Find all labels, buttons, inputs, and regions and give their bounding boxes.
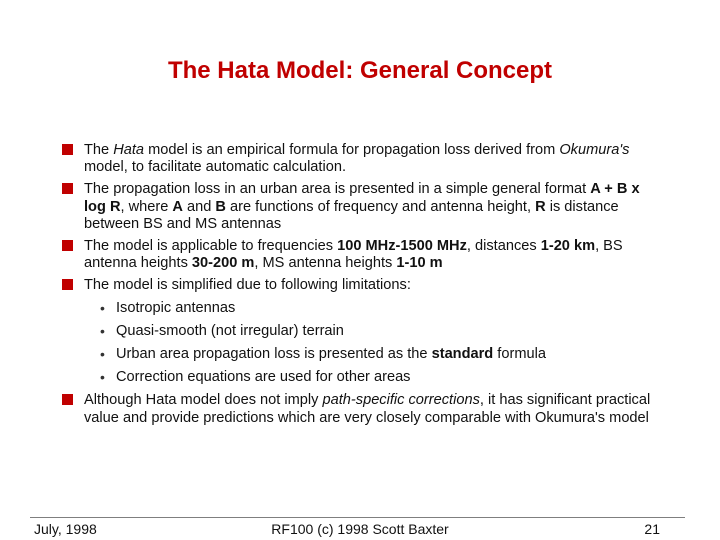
sub-bullet-item bbox=[62, 323, 662, 340]
bullet-text bbox=[84, 238, 623, 271]
bullet-item bbox=[62, 392, 662, 426]
text-run: is distance between BS and MS antennas bbox=[84, 198, 619, 232]
square-bullet-icon bbox=[62, 279, 73, 290]
footer-course: RF100 (c) 1998 Scott Baxter bbox=[271, 521, 449, 537]
text-run: Although Hata model does not imply bbox=[84, 392, 323, 409]
sub-bullet-text bbox=[116, 323, 344, 339]
text-run: Hata bbox=[113, 142, 145, 158]
text-run: model, to facilitate automatic calculation. bbox=[84, 159, 347, 176]
text-run: A + B x log R bbox=[84, 181, 640, 215]
text-run: Correction equations are used for other areas bbox=[116, 369, 411, 386]
bullet-text bbox=[84, 142, 629, 175]
sub-bullet-item bbox=[62, 300, 662, 317]
text-run: The propagation loss in an urban area is presented in a simple general format bbox=[84, 181, 591, 198]
footer-date: July, 1998 bbox=[34, 521, 97, 537]
text-run: A bbox=[172, 198, 183, 215]
text-run: 1-20 km bbox=[540, 238, 596, 255]
footer-divider bbox=[30, 517, 685, 518]
bullet-item bbox=[62, 181, 662, 233]
text-run: , it has significant practical value and provide predictions which are very closely comparable with Okumura's model bbox=[84, 392, 651, 426]
bullet-list bbox=[62, 142, 662, 432]
square-bullet-icon bbox=[62, 240, 73, 251]
text-run: The model is applicable to frequencies bbox=[84, 238, 338, 255]
sub-bullet-text bbox=[116, 369, 410, 385]
text-run: path-specific corrections bbox=[322, 392, 480, 409]
text-run: are functions of frequency and antenna height, bbox=[225, 198, 536, 215]
text-run: R bbox=[535, 198, 546, 215]
text-run: Urban area propagation loss is presented as the bbox=[116, 346, 432, 363]
dot-bullet-icon: • bbox=[100, 369, 105, 386]
square-bullet-icon bbox=[62, 183, 73, 194]
bullet-text bbox=[84, 392, 650, 425]
square-bullet-icon bbox=[62, 144, 73, 155]
text-run: 30-200 m bbox=[191, 255, 255, 272]
dot-bullet-icon: • bbox=[100, 299, 105, 316]
sub-bullet-item bbox=[62, 346, 662, 363]
dot-bullet-icon: • bbox=[100, 322, 105, 339]
square-bullet-icon bbox=[62, 394, 73, 405]
text-run: Isotropic antennas bbox=[116, 299, 236, 316]
bullet-item bbox=[62, 277, 662, 294]
text-run: standard bbox=[431, 346, 494, 363]
sub-bullet-item bbox=[62, 369, 662, 386]
text-run: Okumura's bbox=[559, 142, 630, 158]
bullet-item bbox=[62, 142, 662, 176]
bullet-item bbox=[62, 238, 662, 272]
text-run: , where bbox=[120, 198, 173, 215]
text-run: model is an empirical formula for propagation loss derived from bbox=[144, 142, 560, 158]
text-run: , BS antenna heights bbox=[84, 238, 623, 272]
text-run: Quasi-smooth (not irregular) terrain bbox=[116, 322, 344, 339]
bullet-text bbox=[84, 181, 640, 231]
text-run: , MS antenna heights bbox=[254, 255, 397, 272]
text-run: , distances bbox=[466, 238, 541, 255]
footer-page-number: 21 bbox=[644, 521, 660, 537]
slide-title: The Hata Model: General Concept bbox=[167, 57, 553, 84]
text-run: and bbox=[182, 198, 216, 215]
text-run: 1-10 m bbox=[396, 255, 443, 272]
text-run: formula bbox=[493, 346, 546, 363]
text-run: 100 MHz-1500 MHz bbox=[337, 238, 467, 255]
dot-bullet-icon: • bbox=[100, 346, 105, 363]
text-run: The bbox=[84, 142, 114, 158]
sub-bullet-text bbox=[116, 346, 546, 362]
bullet-text bbox=[84, 277, 411, 293]
sub-bullet-text bbox=[116, 300, 235, 316]
text-run: B bbox=[215, 198, 226, 215]
text-run: The model is simplified due to following limitations: bbox=[84, 277, 411, 294]
